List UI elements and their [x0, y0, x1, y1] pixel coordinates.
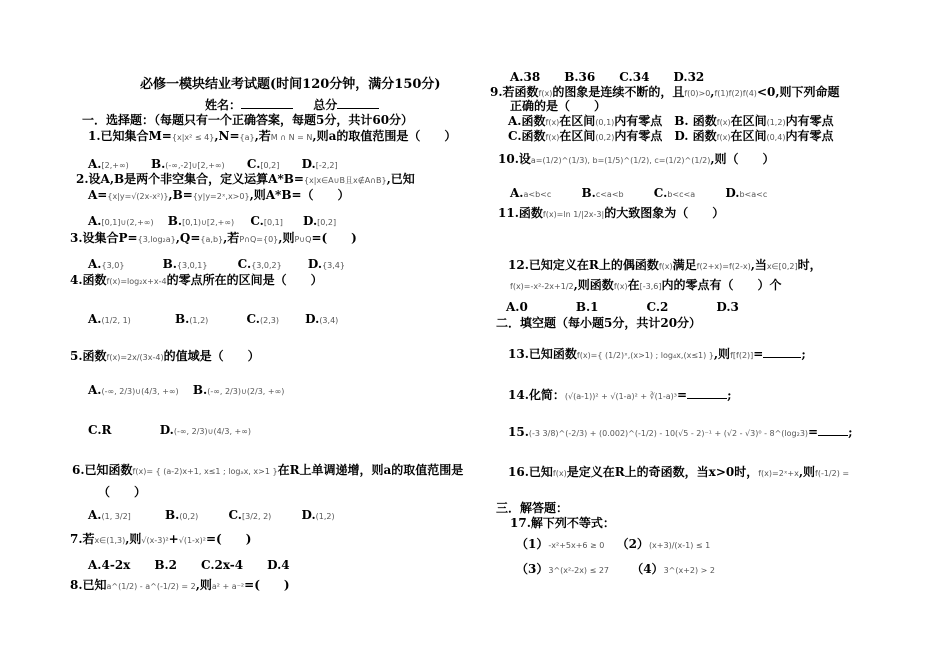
q12-a: 12.已知定义在R上的偶函数: [508, 258, 659, 272]
q6-opt-b: B.: [164, 508, 180, 522]
q17-parts-12: [516, 537, 710, 551]
q2-line1: 2.设A,B是两个非空集合，定义运算A*B=: [76, 172, 304, 186]
q6-opt-d: D.: [301, 508, 316, 522]
q5-a-math: f(x)=2x/(3x-4): [106, 353, 164, 362]
q7-a: 7.若: [70, 532, 95, 546]
q5-a: 5.函数: [70, 349, 107, 363]
q9-l4-a-math: f(x): [545, 133, 560, 142]
q13-a-math: f(x)={ (1/2)ˣ,(x>1) ; log₄x,(x≤1) }: [576, 351, 714, 360]
question-14: [508, 388, 732, 402]
q1-stem-a: 1.已知集合M=: [88, 129, 172, 143]
q9-l4-d: 在区间: [730, 129, 767, 143]
q13-c: =: [753, 347, 764, 361]
question-6: [72, 463, 463, 477]
q7-d: =( ): [205, 532, 252, 546]
q8-a-math: a^(1/2) - a^(-1/2) = 2: [106, 582, 196, 591]
q3-c-math: P∩Q={0}: [239, 235, 279, 244]
q4-opt-d: D.: [305, 312, 320, 326]
q12-b: 满足: [672, 258, 697, 272]
q15-a-math: (-3 3/8)^(-2/3) + (0.002)^(-1/2) - 10(√5 - 2)⁻¹ + (√2 - √3)⁰ - 8^(log₂3): [528, 429, 809, 438]
q12-f-math: f(x): [613, 282, 628, 291]
question-5: [70, 349, 260, 363]
q13-d: ;: [801, 347, 806, 361]
q17-part-2: （2）: [616, 537, 649, 551]
q9-l4-b-math: (0,2): [595, 133, 615, 142]
q5-opt-c: C.R: [88, 423, 112, 437]
q11-b: 的大致图象为（ ）: [604, 206, 725, 220]
question-2-line2: [88, 188, 350, 202]
q3-opt-c-math: {3,0,2}: [251, 261, 282, 270]
question-3: [70, 231, 357, 245]
q4-opt-c: C.: [246, 312, 260, 326]
q9-b: 的图象是连续不断的，且: [552, 85, 685, 99]
q5-opt-b: B.: [192, 383, 208, 397]
q4-a-math: f(x)=log₂x+x-4: [106, 277, 167, 286]
q1-opt-c-math: [0,2]: [260, 161, 280, 170]
q7-b-math: √(x-3)²: [141, 536, 169, 545]
q5-opt-b-math: (-∞, 2/3)∪(2/3, +∞): [207, 387, 285, 396]
q13-a: 13.已知函数: [508, 347, 577, 361]
q9-l3-b: 在区间: [559, 114, 596, 128]
q9-l4-d-math: (0,4): [766, 133, 786, 142]
q12-options: A.0 B.1 C.2 D.3: [506, 300, 739, 314]
q5-options-ab: [88, 383, 284, 397]
q9-l3-a-math: f(x): [545, 118, 560, 127]
q3-opt-b: B.: [162, 257, 177, 271]
q11-a: 11.函数: [498, 206, 543, 220]
q2-opt-d: D.: [303, 214, 318, 228]
question-1: [88, 129, 456, 143]
q9-l4-a: C.函数: [508, 129, 546, 143]
q4-a: 4.函数: [70, 273, 107, 287]
q4-opt-b: B.: [174, 312, 190, 326]
q12-a-math: f(x): [658, 262, 673, 271]
q1-set-n: {a}: [239, 133, 255, 142]
q9-b-math: f(0)>0: [684, 89, 711, 98]
q3-d-math: P∪Q: [294, 235, 312, 244]
q4-opt-a: A.: [88, 312, 102, 326]
q13-b-math: f[f(2)]: [730, 351, 754, 360]
q9-l3-e: 内有零点: [785, 114, 834, 128]
q11-a-math: f(x)=ln 1/|2x-3|: [542, 210, 605, 219]
q9-a: 9.若函数: [490, 85, 539, 99]
q6-opt-d-math: (1,2): [315, 512, 335, 521]
q7-c-math: √(1-x)²: [178, 536, 206, 545]
q2-opt-a: A.: [88, 214, 102, 228]
q2-opt-c: C.: [250, 214, 264, 228]
q17-part-4: （4）: [631, 562, 664, 576]
question-8: [70, 578, 290, 592]
q10-options: [510, 186, 767, 200]
q9-options-ab: [508, 114, 834, 128]
question-9: [490, 85, 840, 99]
q5-options-cd: [88, 423, 251, 437]
q9-l3-b-math: (0,1): [595, 118, 615, 127]
q9-l3-a: A.函数: [508, 114, 546, 128]
q6-paren: （ ）: [98, 485, 147, 499]
q9-l3-c-math: f(x): [716, 118, 731, 127]
q1-set-m: {x|x² ≤ 4}: [171, 133, 215, 142]
q6-options: [88, 508, 335, 522]
q2-opt-b-math: [0,1)∪[2,+∞): [182, 218, 235, 227]
q2-a-label: A=: [88, 188, 108, 202]
question-7: [70, 532, 251, 546]
q17-part-3: （3）: [516, 562, 549, 576]
q9-d: <0,则下列命题: [756, 85, 840, 99]
q10-opt-a: A.: [510, 186, 524, 200]
q7-options: A.4-2x B.2 C.2x-4 D.4: [88, 558, 290, 572]
q2-b-math: {y|y=2ˣ,x>0}: [192, 192, 250, 201]
q4-opt-d-math: (3,4): [319, 316, 339, 325]
q4-options: [88, 312, 338, 326]
q15-b: =: [808, 425, 819, 439]
q14-c: ;: [727, 388, 732, 402]
q3-c: ,若: [223, 231, 240, 245]
q16-c: ,则: [798, 465, 815, 479]
question-13: [508, 347, 806, 361]
q12-g-math: [-3,6]: [639, 282, 662, 291]
name-label: 姓名：: [205, 98, 242, 112]
q12-e-math: f(x)=-x²-2x+1/2: [510, 282, 574, 291]
q3-e: =( ): [311, 231, 357, 245]
q16-b-math: f(x)=2ˣ+x: [758, 469, 799, 478]
q8-options: A.38 B.36 C.34 D.32: [510, 70, 705, 84]
q3-b: ,Q=: [175, 231, 201, 245]
q10-opt-c-math: b<c<a: [667, 190, 696, 199]
q6-opt-a: A.: [88, 508, 102, 522]
q9-c: ,: [710, 85, 715, 99]
q1-opt-b: B.: [150, 157, 166, 171]
q14-b: =: [677, 388, 688, 402]
q12-c: ,当: [750, 258, 767, 272]
q10-opt-d: D.: [725, 186, 740, 200]
question-12: [508, 258, 822, 272]
q12-c-math: x∈[0,2]: [766, 262, 798, 271]
q16-c-math: f(-1/2) =: [815, 469, 850, 478]
q1-stem-b: ,N=: [214, 129, 240, 143]
q10-opt-c: C.: [653, 186, 668, 200]
q3-opt-c: C.: [237, 257, 252, 271]
q8-a: 8.已知: [70, 578, 107, 592]
q9-l4-e: 内有零点: [785, 129, 834, 143]
q14-a: 14.化简：: [508, 388, 565, 402]
q1-opt-a-math: [2,+∞): [101, 161, 129, 170]
q3-b-math: {a,b}: [200, 235, 224, 244]
q6-opt-c-math: [3/2, 2): [242, 512, 272, 521]
q9-l3-d-math: (1,2): [766, 118, 786, 127]
score-label: 总分: [313, 98, 338, 112]
question-16: [508, 465, 849, 479]
q5-b: 的值域是（ ）: [163, 349, 260, 363]
q8-b-math: a² + a⁻²: [211, 582, 245, 591]
q2-options: [88, 214, 336, 228]
q16-a-math: f(x): [552, 469, 567, 478]
q9-l3-c: 内有零点 B. 函数: [614, 114, 717, 128]
question-2: [76, 172, 415, 186]
q3-d: ,则: [278, 231, 295, 245]
q10-opt-a-math: a<b<c: [523, 190, 552, 199]
question-12-line2: [510, 278, 782, 292]
q7-a-math: x∈(1,3): [94, 536, 126, 545]
q16-a: 16.已知: [508, 465, 553, 479]
q3-opt-d: D.: [307, 257, 323, 271]
q17-parts-34: [516, 562, 715, 576]
q2-opt-b: B.: [167, 214, 183, 228]
q9-l4-c-math: f(x): [716, 133, 731, 142]
q10-a-math: a=(1/2)^(1/3), b=(1/5)^(1/2), c=(1/2)^(1/2): [530, 156, 711, 165]
section-1-heading: 一．选择题：（每题只有一个正确答案，每题5分，共计60分）: [82, 113, 414, 127]
q9-options-cd: [508, 129, 833, 143]
q1-opt-d-math: [-2,2]: [315, 161, 338, 170]
q13-b: ,则: [713, 347, 731, 361]
name-field: [205, 98, 379, 112]
q2-ask: ,则A*B=（ ）: [249, 188, 350, 202]
q6-b: 在R上单调递增，则a的取值范围是: [277, 463, 464, 477]
q9-correct-label: 正确的是（ ）: [510, 99, 607, 113]
question-10: [498, 152, 775, 166]
section-2-heading: 二．填空题（每小题5分，共计20分）: [496, 316, 702, 330]
q5-opt-a-math: (-∞, 2/3)∪(4/3, +∞): [101, 387, 179, 396]
question-11: [498, 206, 724, 220]
q1-stem-d: ,则a的取值范围是（ ）: [312, 129, 457, 143]
question-4: [70, 273, 323, 287]
q4-opt-b-math: (1,2): [189, 316, 209, 325]
q1-options: [88, 157, 338, 171]
q9-a-math: f(x): [538, 89, 553, 98]
q1-cond: M ∩ N = N: [270, 133, 313, 142]
q10-opt-b: B.: [581, 186, 596, 200]
q15-a: 15.: [508, 425, 529, 439]
q3-opt-a: A.: [88, 257, 102, 271]
q3-opt-b-math: {3,0,1}: [176, 261, 208, 270]
q2-opt-c-math: [0,1]: [263, 218, 283, 227]
q6-opt-c: C.: [228, 508, 242, 522]
q12-d: 时，: [797, 258, 822, 272]
q2-line1-math: {x|x∈A∪B且x∉A∩B}: [303, 176, 387, 185]
q4-opt-a-math: (1/2, 1): [101, 316, 131, 325]
q12-b-math: f(2+x)=f(2-x): [696, 262, 751, 271]
q6-opt-a-math: (1, 3/2]: [101, 512, 131, 521]
q12-h: 内的零点有（ ）个: [661, 278, 782, 292]
q15-answer-blank[interactable]: [818, 435, 848, 436]
q17-part-3-math: 3^(x²-2x) ≤ 27: [548, 566, 610, 575]
q6-a-math: f(x)= { (a-2)x+1, x≤1 ; logₐx, x>1 }: [132, 467, 278, 476]
exam-title: 必修一模块结业考试题(时间120分钟，满分150分): [140, 77, 441, 92]
q9-l4-b: 在区间: [559, 129, 596, 143]
q3-a-math: {3,log₂a}: [137, 235, 176, 244]
q3-a: 3.设集合P=: [70, 231, 138, 245]
q2-opt-d-math: [0,2]: [317, 218, 337, 227]
q16-b: 是定义在R上的奇函数，当x>0时，: [566, 465, 759, 479]
q17-part-4-math: 3^(x+2) > 2: [663, 566, 716, 575]
q13-answer-blank[interactable]: [763, 357, 801, 358]
q4-opt-c-math: (2,3): [260, 316, 279, 325]
q14-answer-blank[interactable]: [687, 398, 727, 399]
q6-opt-b-math: (0,2): [179, 512, 199, 521]
q15-c: ;: [848, 425, 853, 439]
q7-b: ,则: [125, 532, 142, 546]
q17-part-2-math: (x+3)/(x-1) ≤ 1: [648, 541, 711, 550]
q2-line1-end: ,已知: [386, 172, 415, 186]
q9-l4-c: 内有零点 D. 函数: [614, 129, 717, 143]
q1-opt-a: A.: [88, 157, 102, 171]
q1-opt-c: C.: [246, 157, 261, 171]
q12-g: 在: [627, 278, 640, 292]
q1-opt-b-math: (-∞,-2]∪[2,+∞): [165, 161, 225, 170]
q4-b: 的零点所在的区间是（ ）: [166, 273, 323, 287]
q10-opt-d-math: b<a<c: [739, 190, 768, 199]
q12-f: ,则函数: [573, 278, 614, 292]
q17-part-1-math: -x²+5x+6 ≥ 0: [548, 541, 605, 550]
q2-b-label: ,B=: [168, 188, 193, 202]
q3-opt-a-math: {3,0}: [101, 261, 125, 270]
q3-options: [88, 257, 345, 271]
q7-c: +: [168, 532, 179, 546]
q9-c-math: f(1)f(2)f(4): [714, 89, 757, 98]
q10-opt-b-math: c<a<b: [595, 190, 624, 199]
q8-b: ,则: [195, 578, 212, 592]
q1-stem-c: ,若: [254, 129, 271, 143]
q5-opt-d: D.: [159, 423, 174, 437]
q2-opt-a-math: [0,1]∪(2,+∞): [101, 218, 154, 227]
q6-a: 6.已知函数: [72, 463, 133, 477]
q14-a-math: (√(a-1))² + √(1-a)² + ∛(1-a)³: [564, 392, 677, 401]
q3-opt-d-math: {3,4}: [322, 261, 345, 270]
q17-part-1: （1）: [516, 537, 549, 551]
q10-a: 10.设: [498, 152, 531, 166]
q5-opt-a: A.: [88, 383, 102, 397]
section-3-heading: 三．解答题：: [496, 501, 569, 515]
q8-c: =( ): [244, 578, 290, 592]
q1-opt-d: D.: [301, 157, 316, 171]
q2-a-math: {x|y=√(2x-x²)}: [107, 192, 169, 201]
q5-opt-d-math: (-∞, 2/3)∪(4/3, +∞): [173, 427, 252, 436]
question-17: 17.解下列不等式：: [510, 516, 615, 530]
question-15: [508, 425, 853, 439]
q10-b: ,则（ ）: [710, 152, 775, 166]
q9-l3-d: 在区间: [730, 114, 767, 128]
